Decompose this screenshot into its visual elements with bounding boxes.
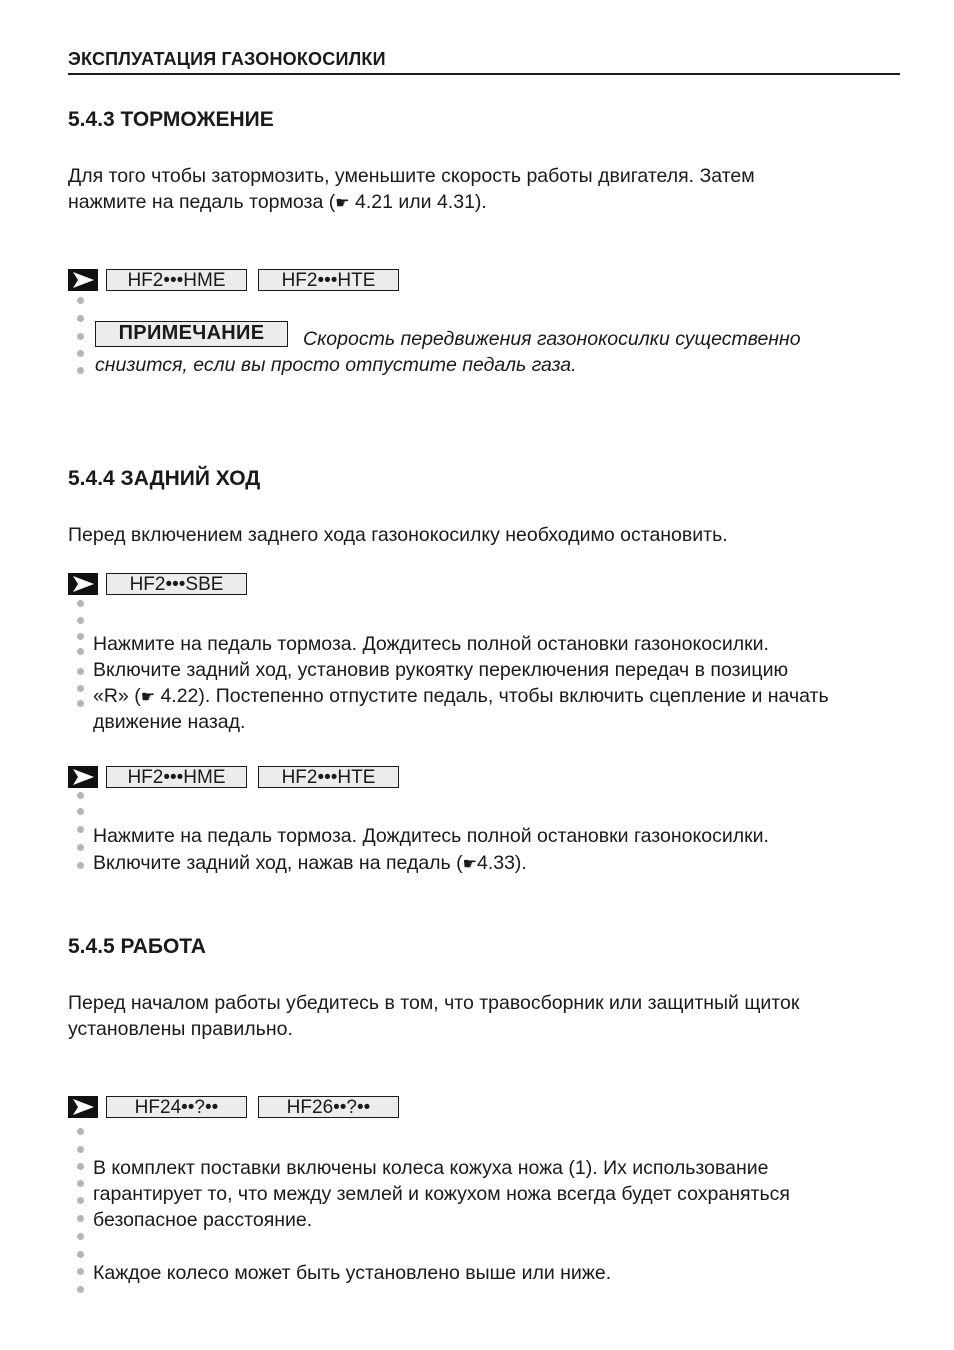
- s544-b2-text-a: Включите задний ход, нажав на педаль (: [93, 852, 463, 874]
- model-badge: HF2•••HTE: [258, 766, 399, 788]
- s544-b1-line-1: Нажмите на педаль тормоза. Дождитесь полной остановки газонокосилки.: [93, 633, 769, 655]
- bullet-dot-icon: [77, 808, 84, 815]
- bullet-dot-icon: [77, 862, 84, 869]
- bullet-dot-icon: [77, 315, 84, 322]
- s543-text-b: 4.21 или 4.31).: [349, 191, 487, 213]
- bullet-dot-icon: [77, 1286, 84, 1293]
- s544-b2-text-b: 4.33).: [476, 852, 527, 874]
- s545-p1-line-1: В комплект поставки включены колеса кожуха ножа (1). Их использование: [93, 1157, 769, 1179]
- s544-b1-line-2: Включите задний ход, установив рукоятку переключения передач в позицию: [93, 659, 789, 681]
- bullet-dot-icon: [77, 844, 84, 851]
- header-rule: [68, 73, 900, 75]
- page-header: ЭКСПЛУАТАЦИЯ ГАЗОНОКОСИЛКИ: [68, 49, 386, 69]
- model-arrow-icon: [68, 766, 98, 788]
- s545-p1-line-2: гарантирует то, что между землей и кожухом ножа всегда будет сохраняться: [93, 1183, 790, 1205]
- bullet-dot-icon: [77, 826, 84, 833]
- s545-paragraph-line-2: установлены правильно.: [68, 1018, 293, 1040]
- bullet-dot-icon: [77, 1268, 84, 1275]
- pointing-hand-icon: ☛: [140, 689, 156, 706]
- bullet-dot-icon: [77, 1163, 84, 1170]
- section-5-4-3-title: 5.4.3 ТОРМОЖЕНИЕ: [68, 108, 274, 131]
- bullet-dot-icon: [77, 600, 84, 607]
- bullet-dot-icon: [77, 1197, 84, 1204]
- bullet-dot-icon: [77, 700, 84, 707]
- section-5-4-5-title: 5.4.5 РАБОТА: [68, 935, 206, 958]
- bullet-dot-icon: [77, 1180, 84, 1187]
- model-badge: HF26••?••: [258, 1096, 399, 1118]
- s544-b1-line-3: [93, 685, 829, 708]
- bullet-dot-icon: [77, 1146, 84, 1153]
- model-arrow-icon: [68, 573, 98, 595]
- bullet-dot-icon: [77, 1233, 84, 1240]
- bullet-dot-icon: [77, 633, 84, 640]
- s543-paragraph-line-2: [68, 189, 908, 218]
- bullet-dot-icon: [77, 297, 84, 304]
- s544-b1-line-4: движение назад.: [93, 711, 246, 733]
- pointing-hand-icon: ☛: [335, 195, 350, 212]
- model-arrow-icon: [68, 1096, 98, 1118]
- model-badge: HF2•••HME: [106, 766, 247, 788]
- bullet-dot-icon: [77, 1251, 84, 1258]
- s545-paragraph-line-1: Перед началом работы убедитесь в том, что травосборник или защитный щиток: [68, 992, 800, 1014]
- section-5-4-4-title: 5.4.4 ЗАДНИЙ ХОД: [68, 467, 261, 490]
- bullet-dot-icon: [77, 367, 84, 374]
- s544-b2-line-2: [93, 852, 527, 875]
- s543-paragraph-line-1: Для того чтобы затормозить, уменьшите скорость работы двигателя. Затем: [68, 165, 755, 187]
- s545-p1-line-3: безопасное расстояние.: [93, 1209, 313, 1231]
- model-badge: HF2•••HME: [106, 269, 247, 291]
- s544-b2-line-1: Нажмите на педаль тормоза. Дождитесь полной остановки газонокосилки.: [93, 825, 769, 847]
- bullet-dot-icon: [77, 792, 84, 799]
- note-text-line-1: Скорость передвижения газонокосилки существенно: [303, 328, 801, 350]
- note-label: ПРИМЕЧАНИЕ: [95, 321, 288, 347]
- s543-text-a: нажмите на педаль тормоза (: [68, 191, 336, 213]
- bullet-dot-icon: [77, 617, 84, 624]
- bullet-dot-icon: [77, 648, 84, 655]
- model-badge: HF2•••SBE: [106, 573, 247, 595]
- bullet-dot-icon: [77, 668, 84, 675]
- bullet-dot-icon: [77, 350, 84, 357]
- s544-b1-text-a: «R» (: [93, 685, 141, 707]
- s545-p2: Каждое колесо может быть установлено выше или ниже.: [93, 1262, 612, 1284]
- note-text-line-2: снизится, если вы просто отпустите педаль газа.: [95, 354, 577, 376]
- bullet-dot-icon: [77, 333, 84, 340]
- pointing-hand-icon: ☛: [462, 856, 477, 873]
- s544-b1-text-b: 4.22). Постепенно отпустите педаль, чтобы включить сцепление и начать: [155, 685, 829, 707]
- model-badge: HF24••?••: [106, 1096, 247, 1118]
- model-badge: HF2•••HTE: [258, 269, 399, 291]
- model-arrow-icon: [68, 269, 98, 291]
- bullet-dot-icon: [77, 1128, 84, 1135]
- bullet-dot-icon: [77, 1215, 84, 1222]
- s544-intro: Перед включением заднего хода газонокосилку необходимо остановить.: [68, 524, 728, 546]
- bullet-dot-icon: [77, 685, 84, 692]
